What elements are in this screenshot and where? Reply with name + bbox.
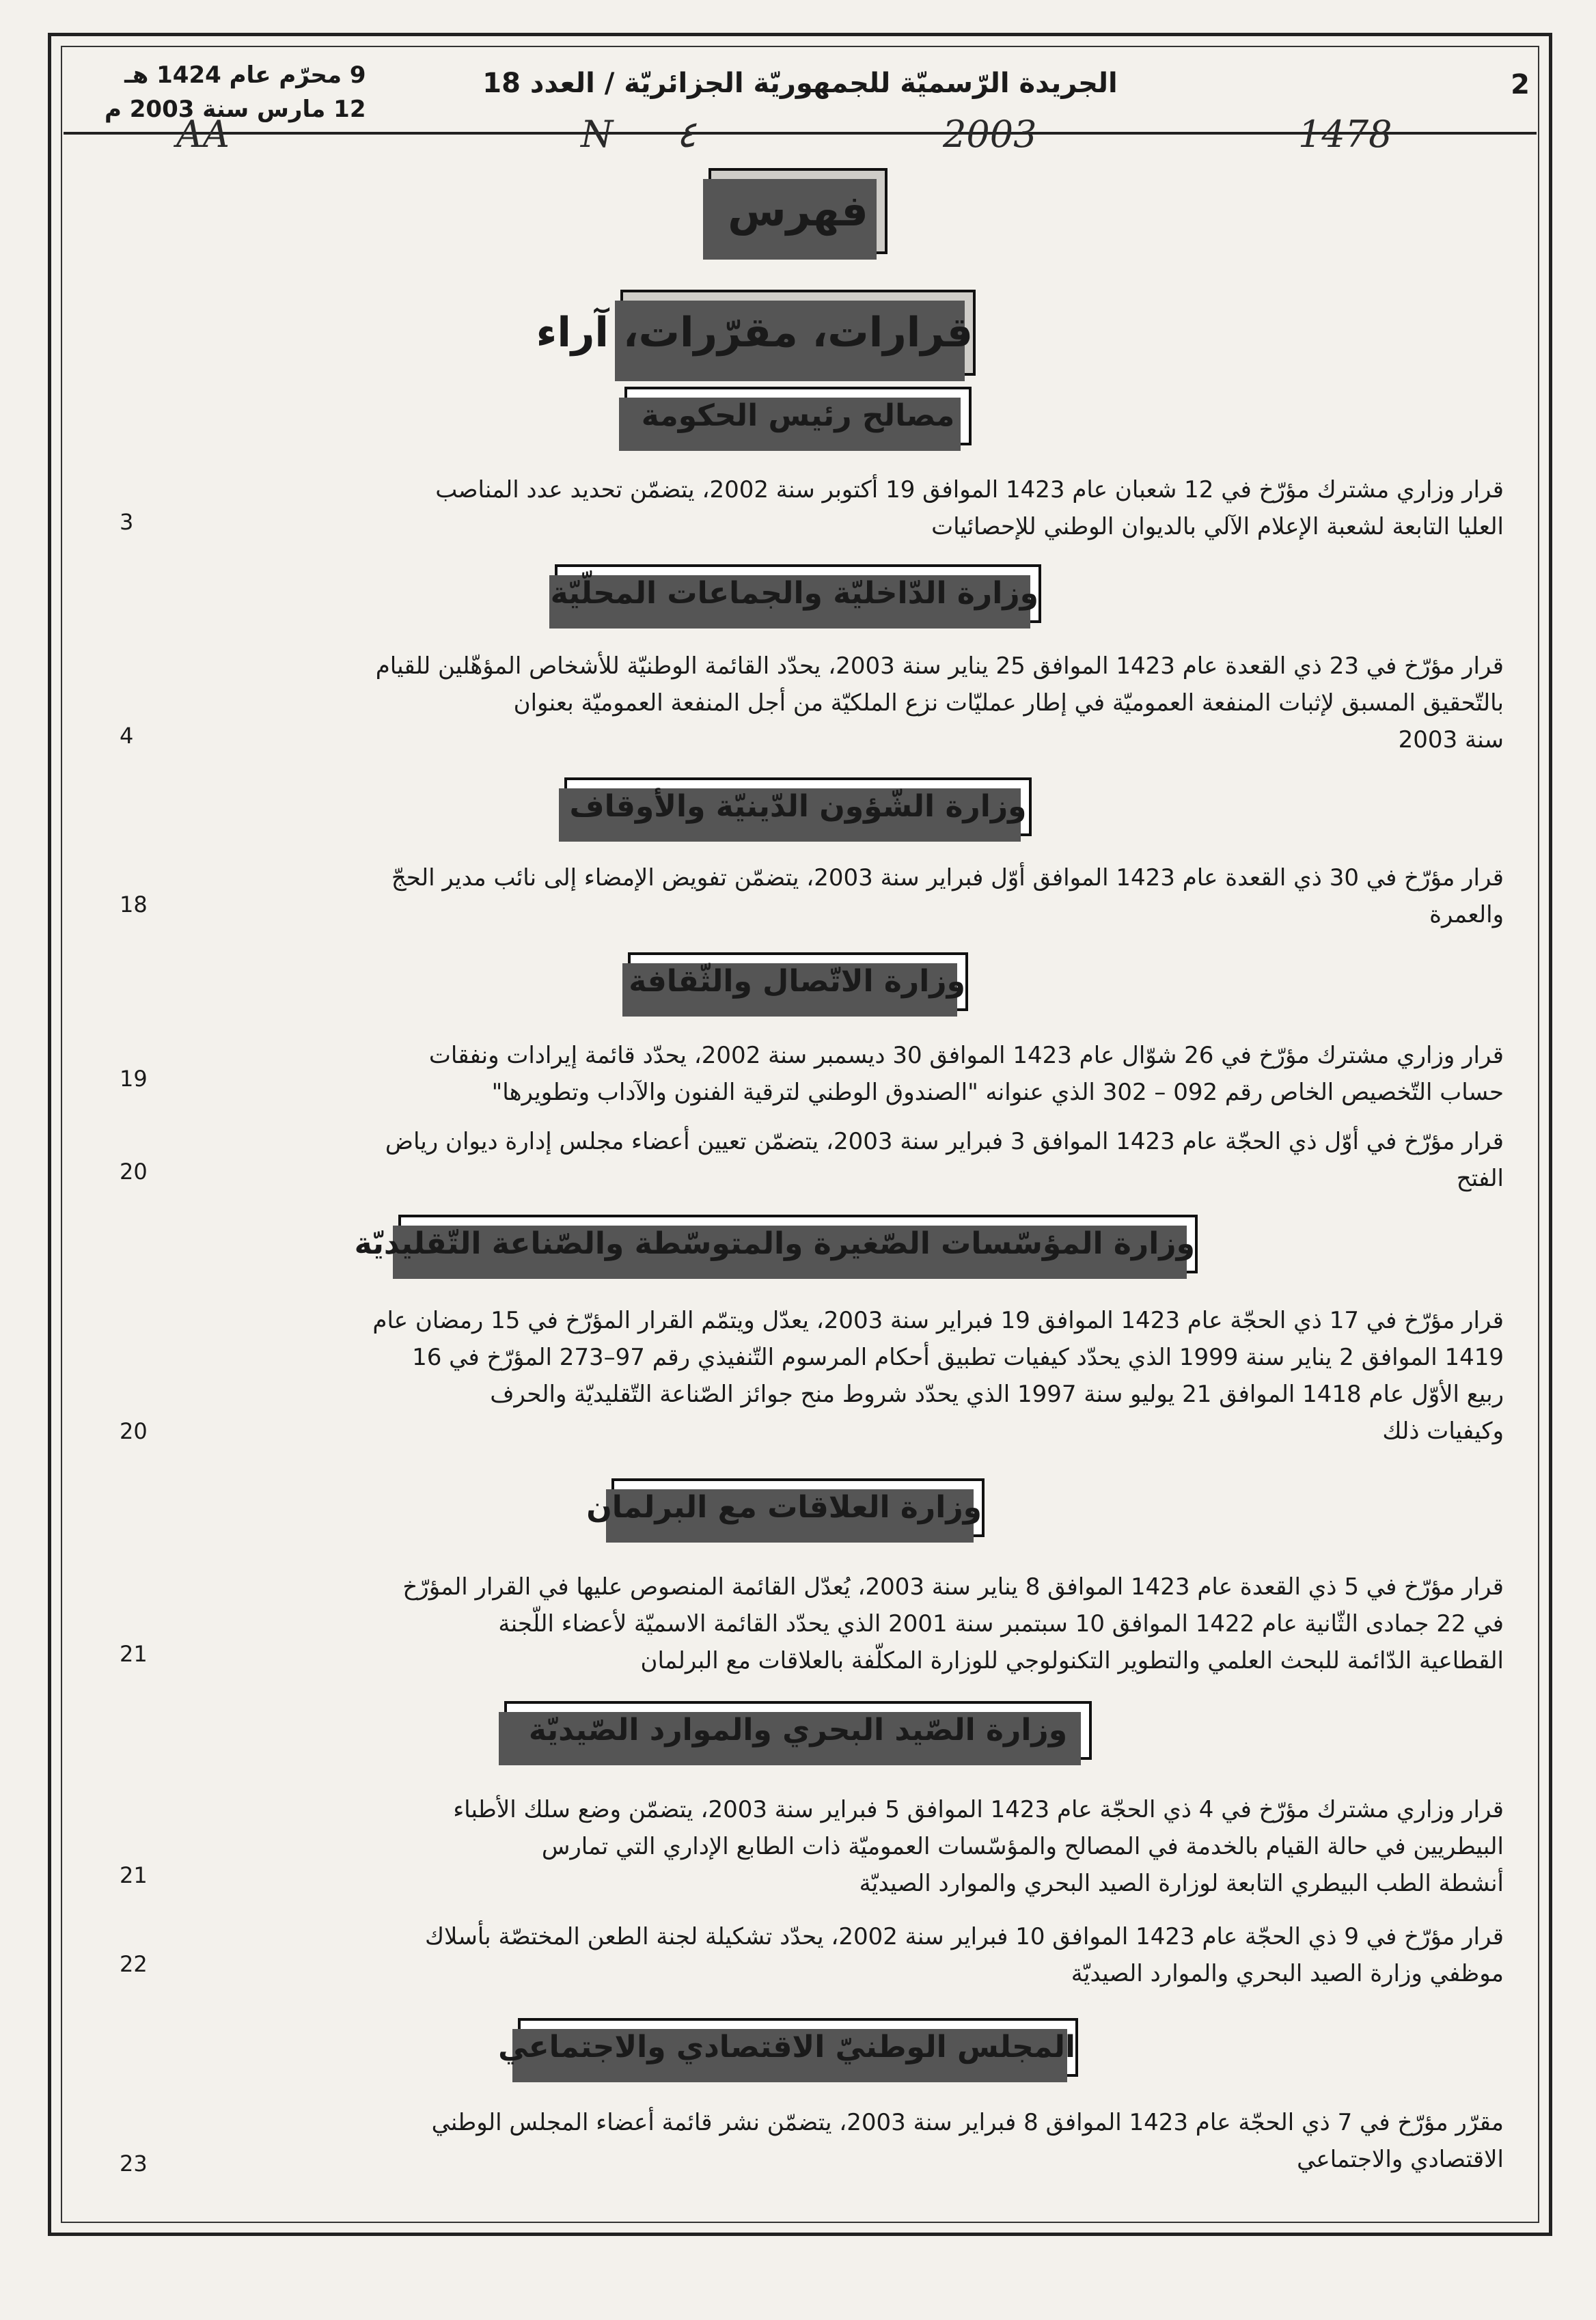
entry-page-number: 21 — [120, 1862, 148, 1888]
entry-line: البيطريين في حالة القيام بالخدمة في المصالح والمؤسّسات العموميّة ذات الطابع الإداري التي تمارس — [541, 1833, 1504, 1860]
entry-line: مقرّر مؤرّخ في 7 ذي الحجّة عام 1423 الموافق 8 فبراير سنة 2003، يتضمّن نشر قائمة أعضاء المجلس الوطني — [431, 2109, 1504, 2136]
entry-line: العليا التابعة لشعبة الإعلام الآلي بالديوان الوطني للإحصائيات — [931, 513, 1504, 540]
entry-line: قرار وزاري مشترك مؤرّخ في 12 شعبان عام 1423 الموافق 19 أكتوبر سنة 2002، يتضمّن تحديد عدد المناصب — [435, 476, 1504, 503]
entry-page-number: 20 — [120, 1159, 148, 1185]
entry-page-number: 3 — [120, 509, 134, 535]
entry-line: القطاعية الدّائمة للبحث العلمي والتطوير التكنولوجي للوزارة المكلّفة بالعلاقات مع البرلمان — [640, 1647, 1504, 1674]
index-entry[interactable] — [178, 471, 1504, 545]
header-dates — [105, 58, 366, 126]
section-title: وزارة الصّيد البحري والموارد الصّيديّة — [504, 1701, 1092, 1760]
section-title: المجلس الوطنيّ الاقتصادي والاجتماعي — [518, 2018, 1078, 2077]
entry-page-number: 23 — [120, 2151, 148, 2177]
section-title: وزارة الشّؤون الدّينيّة والأوقاف — [564, 777, 1032, 836]
entry-line: قرار مؤرّخ في 17 ذي الحجّة عام 1423 الموافق 19 فبراير سنة 2003، يعدّل ويتمّم القرار المؤرّخ في 15 رمضان عام — [372, 1307, 1504, 1334]
entry-line: أنشطة الطب البيطري التابعة لوزارة الصيد البحري والموارد الصيديّة — [859, 1870, 1504, 1897]
index-entry[interactable] — [178, 648, 1504, 758]
page-number: 2 — [1511, 69, 1530, 100]
entry-line: حساب التّخصيص الخاص رقم 092 – 302 الذي عنوانه "الصندوق الوطني لترقية الفنون والآداب وتطويرها" — [491, 1079, 1504, 1106]
section-title: وزارة الاتّصال والثّقافة — [628, 952, 968, 1011]
index-entry[interactable] — [178, 1302, 1504, 1450]
entry-line: قرار وزاري مشترك مؤرّخ في 26 شوّال عام 1423 الموافق 30 ديسمبر سنة 2002، يحدّد قائمة إيرادات ونفقات — [428, 1042, 1504, 1069]
entry-line: وكيفيات ذلك — [1382, 1418, 1504, 1445]
index-entry[interactable] — [178, 1918, 1504, 1992]
entry-line: الفتح — [1456, 1165, 1504, 1192]
entry-page-number: 4 — [120, 723, 134, 749]
index-entry[interactable] — [178, 1123, 1504, 1197]
entry-line: قرار مؤرّخ في أوّل ذي الحجّة عام 1423 الموافق 3 فبراير سنة 2003، يتضمّن تعيين أعضاء مجلس إدارة ديوان رياض — [385, 1128, 1504, 1155]
handwritten-note-3: ٤ — [676, 113, 697, 156]
handwritten-note-4: 2003 — [943, 113, 1037, 156]
entry-line: بالتّحقيق المسبق لإثبات المنفعة العموميّة في إطار عمليّات نزع الملكيّة من أجل المنفعة العموميّة بعنوان — [513, 689, 1504, 717]
entry-line: 1419 الموافق 2 يناير سنة 1999 الذي يحدّد كيفيات تطبيق أحكام المرسوم التّنفيذي رقم 97–273 المؤرّخ في 16 — [412, 1344, 1504, 1371]
entry-page-number: 19 — [120, 1066, 148, 1092]
entry-line: سنة 2003 — [1398, 726, 1504, 754]
handwritten-note-5: 1478 — [1298, 113, 1392, 156]
index-entry[interactable] — [178, 2104, 1504, 2178]
entry-line: قرار مؤرّخ في 30 ذي القعدة عام 1423 الموافق أوّل فبراير سنة 2003، يتضمّن تفويض الإمضاء إلى نائب مدير الحجّ — [391, 864, 1504, 892]
section-title: وزارة العلاقات مع البرلمان — [611, 1478, 985, 1537]
part-title: قرارات، مقرّرات، آراء — [620, 290, 976, 376]
section-title: مصالح رئيس الحكومة — [624, 387, 972, 445]
entry-line: الاقتصادي والاجتماعي — [1297, 2146, 1504, 2173]
handwritten-note-1: AA — [176, 113, 230, 156]
index-entry[interactable] — [178, 859, 1504, 933]
entry-line: قرار وزاري مشترك مؤرّخ في 4 ذي الحجّة عام 1423 الموافق 5 فبراير سنة 2003، يتضمّن وضع سلك الأطباء — [453, 1796, 1504, 1823]
entry-line: موظفي وزارة الصيد البحري والموارد الصيديّة — [1071, 1960, 1504, 1987]
index-entry[interactable] — [178, 1569, 1504, 1679]
entry-line: قرار مؤرّخ في 23 ذي القعدة عام 1423 الموافق 25 يناير سنة 2003، يحدّد القائمة الوطنيّة للأشخاص المؤهّلين للقيام — [375, 652, 1504, 680]
section-title: وزارة المؤسّسات الصّغيرة والمتوسّطة والصّناعة التّقليديّة — [398, 1215, 1198, 1273]
index-entry[interactable] — [178, 1791, 1504, 1902]
entry-line: ربيع الأوّل عام 1418 الموافق 21 يوليو سنة 1997 الذي يحدّد شروط منح جوائز الصّناعة التّقليديّة والحرف — [490, 1381, 1504, 1408]
entry-line: قرار مؤرّخ في 5 ذي القعدة عام 1423 الموافق 8 يناير سنة 2003، يُعدّل القائمة المنصوص عليها في القرار المؤرّخ — [402, 1573, 1504, 1601]
index-entry[interactable] — [178, 1037, 1504, 1111]
entry-page-number: 18 — [120, 892, 148, 917]
entry-page-number: 22 — [120, 1951, 148, 1977]
index-title: فهرس — [708, 168, 888, 254]
entry-page-number: 21 — [120, 1641, 148, 1667]
gregorian-date: 12 مارس سنة 2003 م — [105, 96, 366, 123]
entry-line: والعمرة — [1429, 901, 1504, 928]
entry-line: قرار مؤرّخ في 9 ذي الحجّة عام 1423 الموافق 10 فبراير سنة 2002، يحدّد تشكيلة لجنة الطعن المختصّة بأسلاك — [425, 1923, 1504, 1950]
hijri-date: 9 محرّم عام 1424 هـ — [124, 61, 366, 89]
entry-page-number: 20 — [120, 1418, 148, 1444]
journal-title: الجريدة الرّسميّة للجمهوريّة الجزائريّة / العدد 18 — [482, 68, 1118, 99]
handwritten-note-2: N — [581, 113, 614, 156]
entry-line: في 22 جمادى الثّانية عام 1422 الموافق 10 سبتمبر سنة 2001 الذي يحدّد القائمة الاسميّة لأعضاء اللّجنة — [498, 1610, 1504, 1638]
section-title: وزارة الدّاخليّة والجماعات المحلّيّة — [555, 564, 1041, 623]
